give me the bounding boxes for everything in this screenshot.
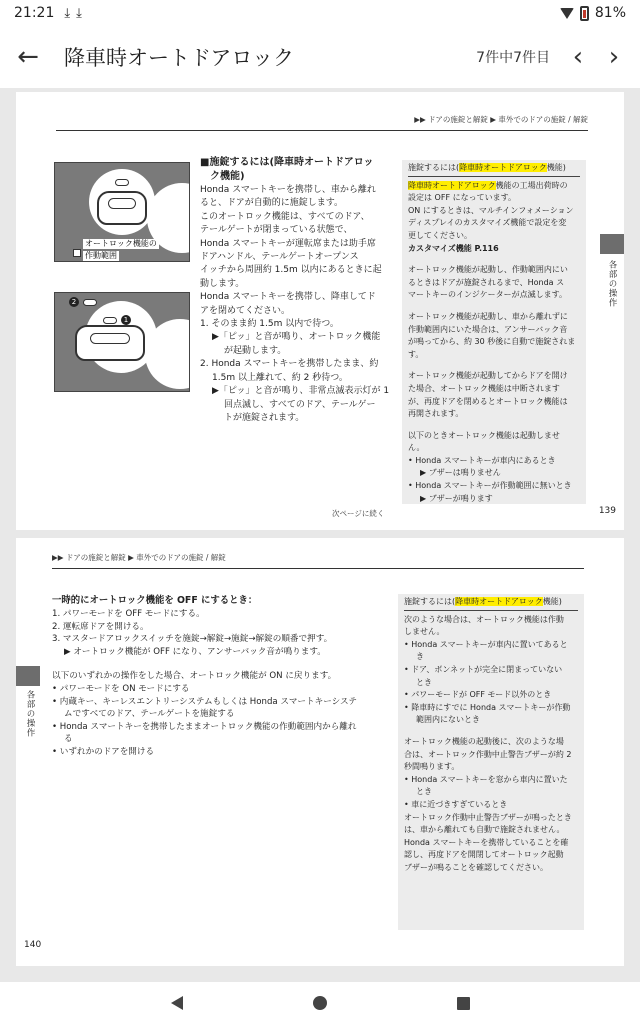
list-item: ムですべてのドア、テールゲートを施錠する xyxy=(64,709,235,720)
document-viewer[interactable] xyxy=(0,88,640,982)
step: 1. そのまま約 1.5m 以内で待つ。 xyxy=(200,319,339,330)
next-result-button[interactable]: › xyxy=(608,42,620,72)
side-note: 施錠するには(降車時オートドアロック機能) 次のような場合は、オートロック機能は作動 しません。 • Honda スマートキーが車内に置いてあると き • ドア、ボンネットが完全に閉まっていない とき • パワーモードが OFF モード以外のとき • 降車時にすでに Honda スマートキーが作動 範囲内にないとき オートロック機能の起動後に、次のような場 合は、オートロック作動中止警告ブザーが約 2 秒間鳴ります。 • Honda スマートキーを窓から車内に置いた とき • 車に近づきすぎているとき オートロック作動中止警告ブザーが鳴ったとき は、車から離れても自動で施錠されません。 Honda スマートキーを携帯していることを確 認し、再度ドアを開閉してオートロック起動 ブザーが鳴ることを確認してください。 xyxy=(398,594,584,930)
step: 3. マスタードアロックスイッチを施錠→解錠→施錠→解錠の順番で押す。 xyxy=(52,634,333,645)
step: 2. 運転席ドアを開ける。 xyxy=(52,621,149,632)
main-text xyxy=(52,594,392,759)
key-icon xyxy=(83,299,97,306)
key-icon xyxy=(103,317,117,324)
body-line: このオートロック機能は、すべてのドア、 xyxy=(200,211,370,222)
auto-lock-steps-figure: 2 1 xyxy=(54,292,190,392)
section-tab xyxy=(600,234,624,254)
body-line: テールゲートが閉まっている状態で、 xyxy=(200,225,353,236)
section-heading: ■施錠するには(降車時オートドアロッ xyxy=(200,157,374,168)
figure-caption: 作動範囲 xyxy=(85,251,117,260)
continued-note: 次ページに続く xyxy=(332,509,385,518)
highlighted-term: 降車時オートドアロック xyxy=(408,180,496,190)
step-result: ▶「ピッ」と音が鳴り、オートロック機能 xyxy=(212,332,381,343)
recents-square-icon[interactable] xyxy=(457,997,470,1010)
battery-icon xyxy=(580,6,589,21)
back-arrow-icon[interactable]: ← xyxy=(17,42,39,72)
body-line: イッチから周囲約 1.5m 以内にあるときに起 xyxy=(200,265,382,276)
step: 2. Honda スマートキーを携帯したまま、約 xyxy=(200,359,379,370)
body-line: 動します。 xyxy=(200,278,245,289)
section-tab-label: 各部の操作 xyxy=(25,690,35,738)
auto-lock-range-figure xyxy=(54,162,190,262)
list-item: • 内蔵キー、キーレスエントリーシステムもしくは Honda スマートキーシステ xyxy=(52,696,357,707)
breadcrumb: ▶▶ ドアの施錠と解錠 ▶ 車外でのドアの施錠 / 解錠 xyxy=(414,115,588,124)
main-text xyxy=(200,156,396,425)
wifi-icon xyxy=(560,8,574,19)
figure-caption: オートロック機能の xyxy=(85,239,157,248)
body-line: 以下のいずれかの操作をした場合、オートロック機能が ON に戻ります。 xyxy=(52,671,337,682)
home-circle-icon[interactable] xyxy=(313,996,327,1010)
step: 1. パワーモードを OFF モードにする。 xyxy=(52,609,205,619)
search-result-counter: 7件中7件目 xyxy=(476,50,550,66)
page-number: 140 xyxy=(24,940,42,950)
battery-level: 81% xyxy=(594,5,626,21)
list-item: • パワーモードを ON モードにする xyxy=(52,683,190,694)
side-note: 施錠するには(降車時オートドアロック機能) 降車時オートドアロック機能の工場出荷時の 設定は OFF になっています。 ON にするときは、マルチインフォメーション ディスプレイのカスタマイズ機能で設定を変 更してください。 カスタマイズ機能 P.116 オートロック機能が起動し、作動範囲内にい るときはドアが施錠されるまで、Honda ス マートキーのインジケーターが点滅します。 オートロック機能が起動し、車から離れずに 作動範囲内にいた場合は、アンサーバック音 が鳴ってから、約 30 秒後に自動で施錠されま す。 オートロック機能が起動してからドアを開け た場合、オートロック機能は中断されます が、再度ドアを閉めるとオートロック機能は 再開されます。 以下のときオートロック機能は起動しませ ん。 • Honda スマートキーが車内にあるとき ▶ ブザーは鳴りません • Honda スマートキーが作動範囲に無いとき ▶ ブザーが鳴ります xyxy=(402,160,586,504)
step-result: が起動します。 xyxy=(224,345,287,356)
side-note-title: 施錠するには(降車時オートドアロック機能) xyxy=(408,162,580,177)
body-line: ると、ドアが自動的に施錠します。 xyxy=(200,198,344,209)
step-result: ▶「ピッ」と音が鳴り、非常点滅表示灯が 1 xyxy=(212,386,390,397)
back-triangle-icon[interactable] xyxy=(171,996,183,1010)
header-rule xyxy=(56,130,588,131)
section-tab xyxy=(16,666,40,686)
car-icon xyxy=(75,325,145,361)
section-heading: 一時的にオートロック機能を OFF にするとき： xyxy=(52,595,258,606)
side-note-title: 施錠するには(降車時オートドアロック機能) xyxy=(404,596,578,611)
page-title: 降車時オートドアロック xyxy=(64,46,294,70)
body-line: Honda スマートキーを携帯し、車から離れ xyxy=(200,185,376,195)
list-item: • いずれかのドアを開ける xyxy=(52,746,155,757)
clock: 21:21 xyxy=(14,5,55,21)
download-icon: ⤓ xyxy=(64,5,71,21)
step-result: 回点滅し、すべてのドア、テールゲー xyxy=(224,399,376,410)
download-icon: ⤓ xyxy=(76,5,82,21)
app-bar xyxy=(0,26,640,88)
body-line: Honda スマートキーを携帯し、降車してド xyxy=(200,292,376,303)
step: 1.5m 以上離れて、約 2 秒待つ。 xyxy=(212,372,348,383)
section-heading: ク機能) xyxy=(210,171,245,182)
step-result: トが施錠されます。 xyxy=(224,412,305,423)
body-line: アを閉めてください。 xyxy=(200,305,291,316)
status-bar xyxy=(0,0,640,26)
manual-page-140 xyxy=(16,538,624,966)
section-tab-label: 各部の操作 xyxy=(607,260,617,308)
system-navigation-bar xyxy=(0,982,640,1024)
header-rule xyxy=(52,568,584,569)
list-item: る xyxy=(64,734,73,745)
legend-swatch xyxy=(73,249,81,257)
page-number: 139 xyxy=(598,506,616,516)
list-item: • Honda スマートキーを携帯したままオートロック機能の作動範囲内から離れ xyxy=(52,721,357,732)
page-reference-link[interactable]: カスタマイズ機能 P.116 xyxy=(408,243,499,253)
manual-page-139 xyxy=(16,92,624,530)
body-line: ドアハンドル、テールゲートオープンス xyxy=(200,252,359,263)
previous-result-button[interactable]: ‹ xyxy=(572,42,584,72)
breadcrumb: ▶▶ ドアの施錠と解錠 ▶ 車外でのドアの施錠 / 解錠 xyxy=(52,553,226,562)
car-icon xyxy=(97,191,147,225)
key-icon xyxy=(115,179,129,186)
step-result: ▶ オートロック機能が OFF になり、アンサーバック音が鳴ります。 xyxy=(64,646,326,657)
body-line: Honda スマートキーが運転席または助手席 xyxy=(200,238,376,249)
